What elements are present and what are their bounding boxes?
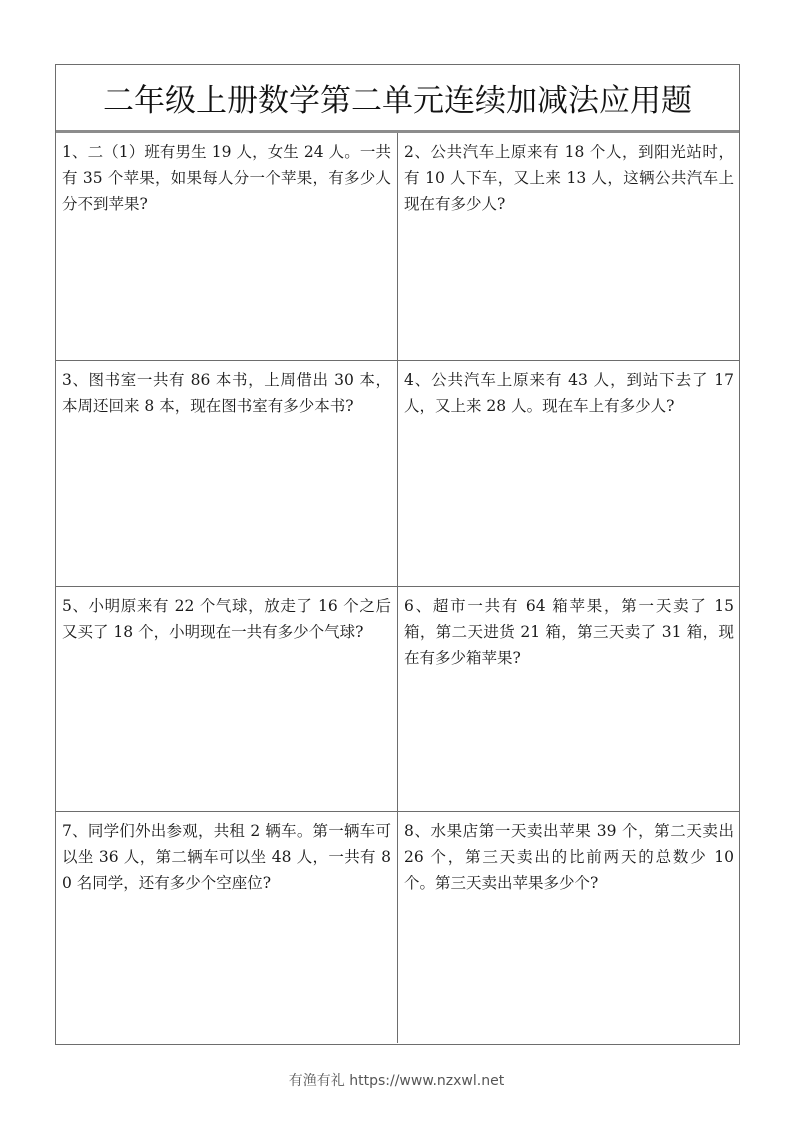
problem-grid [56, 133, 739, 1045]
problem-cell-4: 4、公共汽车上原来有 43 人，到站下去了 17 人，又上来 28 人。现在车上有多少人? [398, 361, 740, 587]
footer-watermark: 有渔有礼 https://www.nzxwl.net [288, 1073, 505, 1089]
problem-cell-7: 7、同学们外出参观，共租 2 辆车。第一辆车可以坐 36 人，第二辆车可以坐 48 人，一共有 80 名同学，还有多少个空座位? [56, 812, 398, 1043]
problem-cell-8: 8、水果店第一天卖出苹果 39 个，第二天卖出 26 个，第三天卖出的比前两天的总数少 10 个。第三天卖出苹果多少个? [404, 822, 734, 892]
problem-cell-2: 2、公共汽车上原来有 18 个人，到阳光站时，有 10 人下车，又上来 13 人，这辆公共汽车上现在有多少人? [398, 133, 740, 361]
problem-cell-5: 5、小明原来有 22 个气球，放走了 16 个之后又买了 18 个，小明现在一共有多少个气球? [56, 587, 398, 812]
worksheet-table [55, 64, 740, 1045]
title-row [56, 65, 739, 133]
problem-cell-3: 3、图书室一共有 86 本书，上周借出 30 本，本周还回来 8 本，现在图书室有多少本书? [56, 361, 398, 587]
problem-cell-1: 1、二（1）班有男生 19 人，女生 24 人。一共有 35 个苹果，如果每人分一个苹果，有多少人分不到苹果? [56, 133, 398, 361]
problem-cell-6: 6、超市一共有 64 箱苹果，第一天卖了 15 箱，第二天进货 21 箱，第三天卖了 31 箱，现在有多少箱苹果? [398, 587, 740, 812]
page-title: 二年级上册数学第二单元连续加减法应用题 [103, 83, 692, 119]
